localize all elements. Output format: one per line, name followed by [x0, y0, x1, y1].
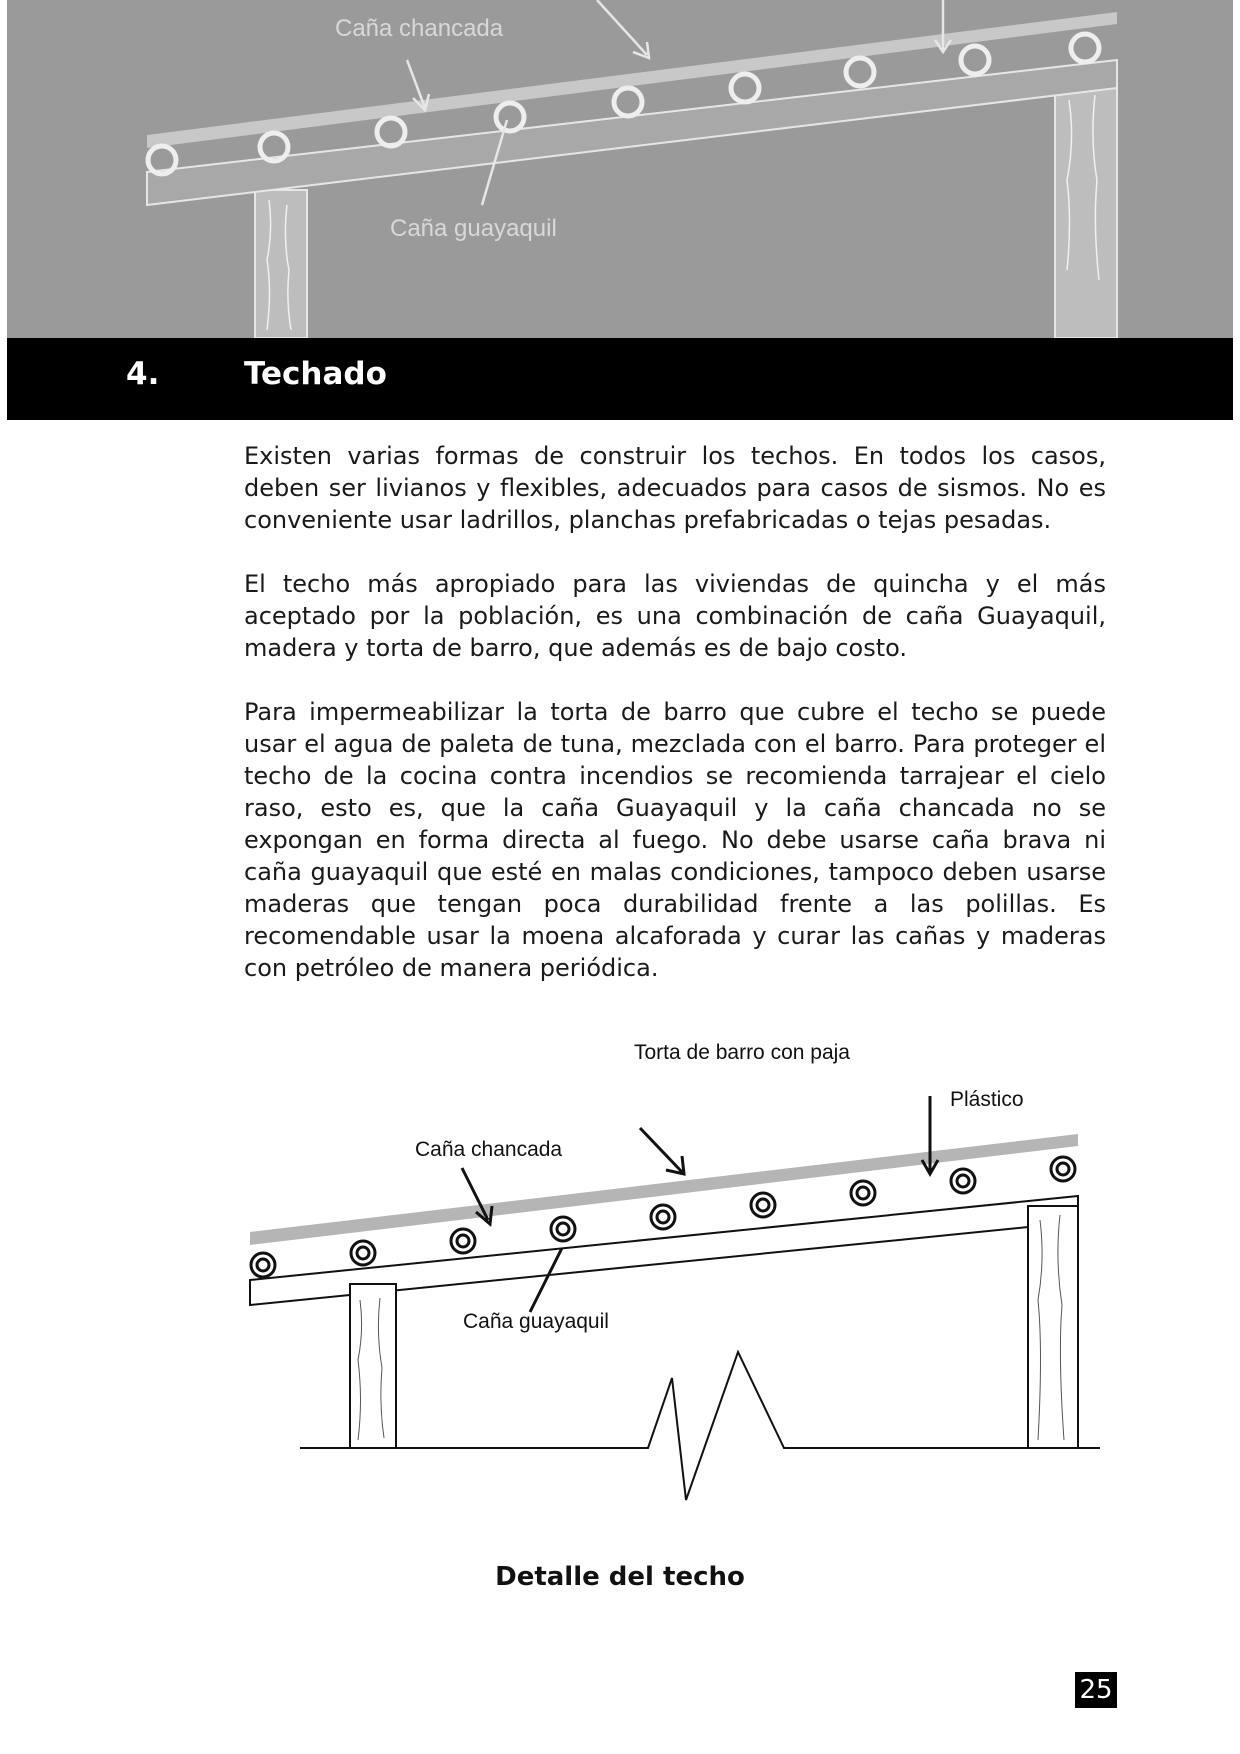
paragraph-1: Existen varias formas de construir los techos. En todos los casos, deben ser livianos y flexibles, adecuados para casos de sismos. No es conveniente usar ladrillos, planchas prefabricadas o tejas pesadas. [244, 442, 1106, 534]
section-number: 4. [126, 356, 160, 392]
diagram-caption: Detalle del techo [495, 1562, 745, 1592]
diagram-label-plastico: Plástico [950, 1088, 1024, 1111]
ground-break-line [300, 1352, 1100, 1500]
section-title: Techado [244, 356, 387, 392]
diagram-label-torta-barro: Torta de barro con paja [634, 1041, 850, 1064]
header-roof-illustration [7, 0, 1233, 338]
header-label-cana-chancada: Caña chancada [335, 15, 504, 42]
header-label-cana-guayaquil: Caña guayaquil [390, 215, 557, 242]
section-title-bar [7, 338, 1233, 420]
page-number: 25 [1075, 1672, 1117, 1708]
diagram-label-cana-guayaquil: Caña guayaquil [463, 1310, 609, 1333]
roof-detail-diagram [0, 1000, 1240, 1520]
diagram-label-cana-chancada: Caña chancada [415, 1138, 563, 1161]
paragraph-2: El techo más apropiado para las viviendas de quincha y el más aceptado por la población, es una combinación de caña Guayaquil, madera y torta de barro, que además es de bajo costo. [244, 570, 1106, 662]
header-roof-drawing [7, 0, 1233, 338]
paragraph-3: Para impermeabilizar la torta de barro que cubre el techo se puede usar el agua de paleta de tuna, mezclada con el barro. Para proteger el techo de la cocina contra incendios se recomienda tarrajear el cielo raso, esto es, que la caña Guayaquil y la caña chancada no se expongan en forma directa al fuego. No debe usarse caña brava ni caña guayaquil que esté en malas condiciones, tampoco deben usarse maderas que tengan poca durabilidad frente a las polillas. Es recomendable usar la moena alcaforada y curar las cañas y maderas con petróleo de manera periódica. [244, 698, 1106, 982]
